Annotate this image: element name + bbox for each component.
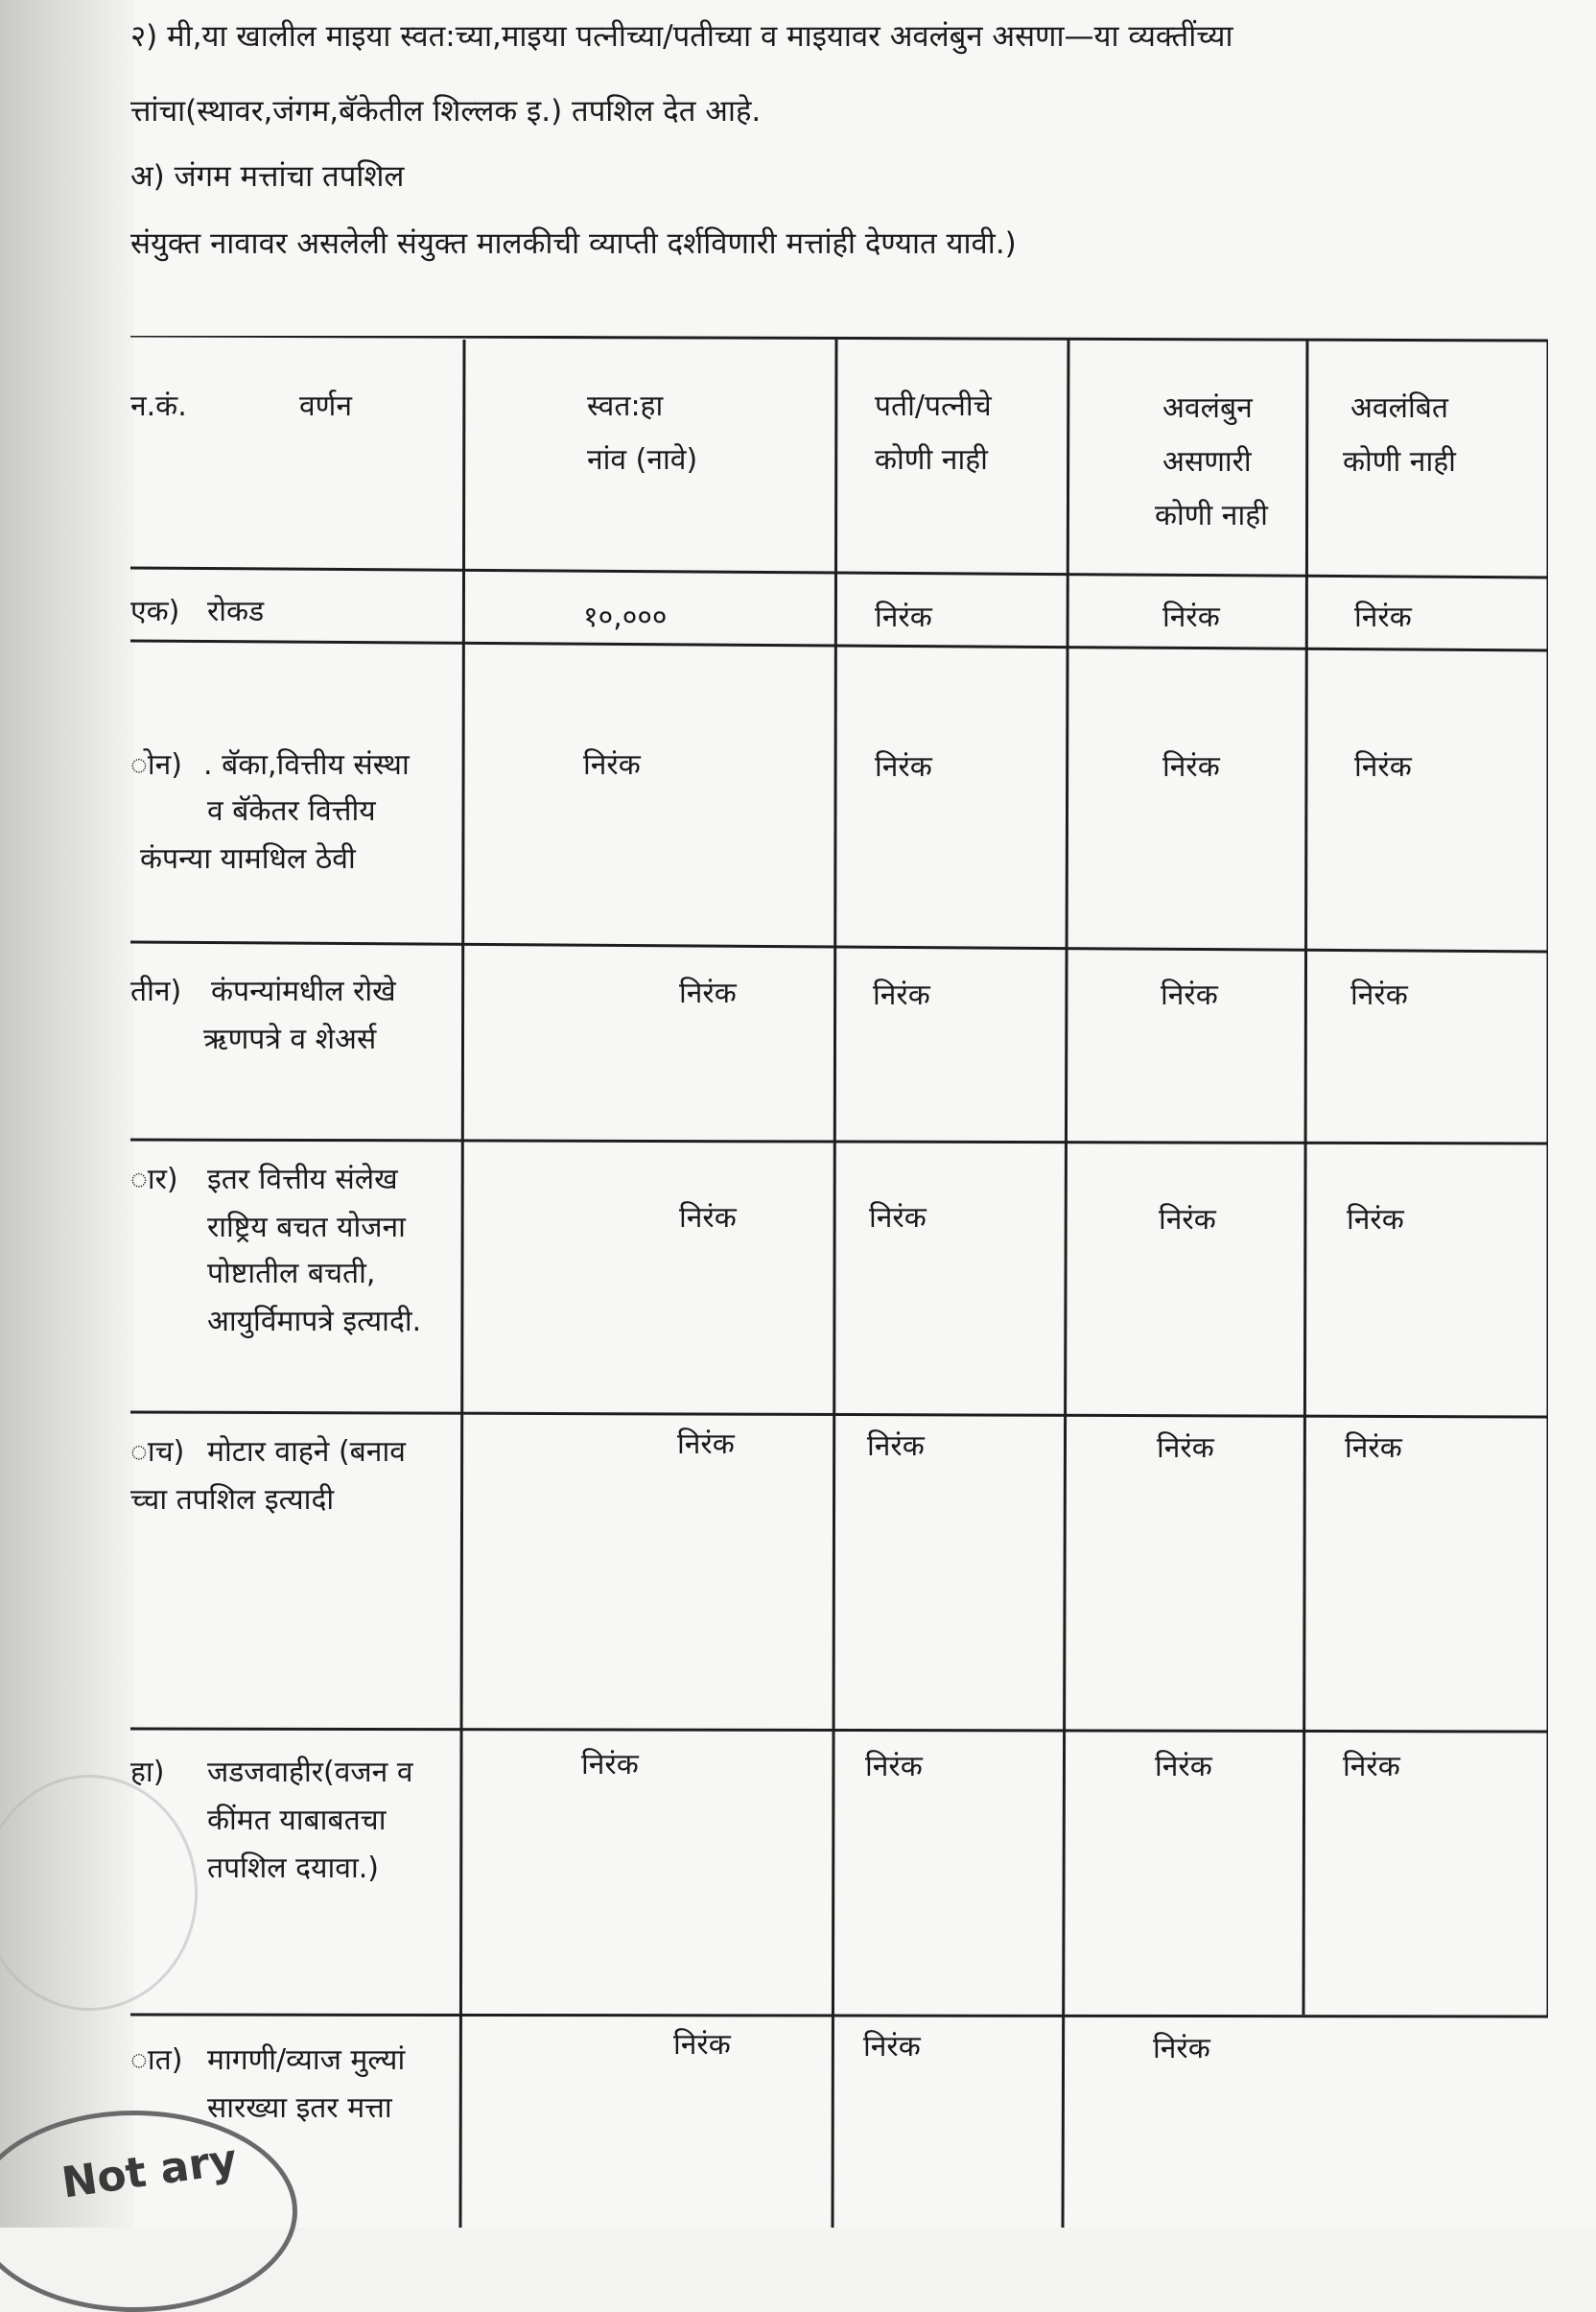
row-5-spouse: निरंक — [867, 1429, 925, 1463]
row-6-self: निरंक — [581, 1748, 639, 1781]
row-7-spouse: निरंक — [863, 2030, 921, 2064]
header-dependent-line2: असणारी — [1162, 445, 1252, 479]
row-4-description-4: आयुर्विमापत्रे इत्यादी. — [207, 1305, 422, 1338]
movable-assets-table — [130, 336, 1548, 2228]
row-2-self: निरंक — [583, 748, 641, 782]
row-4-description-1: इतर वित्तीय संलेख — [207, 1163, 398, 1196]
row-5-description-2: च्चा तपशिल इत्यादी — [130, 1483, 335, 1517]
intro-line-1: २) मी,या खालील माइया स्वत:च्या,माइया पत्नीच्या/पतीच्या व माइयावर अवलंबुन असणा—या व्यक्तींच्या — [130, 19, 1233, 54]
row-5-dependent: निरंक — [1157, 1431, 1214, 1465]
row-5-serial: ाच) — [130, 1435, 185, 1469]
row-2-description-3: कंपन्या यामधिल ठेवी — [140, 842, 356, 876]
row-4-self: निरंक — [679, 1201, 737, 1235]
row-3-description-1: कंपन्यांमधील रोखे — [211, 975, 396, 1008]
header-description: वर्णन — [299, 389, 353, 423]
row-4-dependent: निरंक — [1159, 1203, 1216, 1237]
row-5-self: निरंक — [677, 1427, 735, 1461]
row-6-description-3: तपशिल दयावा.) — [207, 1852, 379, 1885]
row-4-serial: ार) — [130, 1163, 178, 1196]
row-1-description: रोकड — [207, 595, 265, 628]
row-4-description-2: राष्ट्रिय बचत योजना — [207, 1211, 406, 1244]
header-dependent2-line1: अवलंबित — [1350, 391, 1448, 425]
header-dependent2-line2: कोणी नाही — [1343, 445, 1456, 479]
row-1-dependent2: निरंक — [1354, 601, 1412, 634]
header-serial: न.कं. — [130, 389, 187, 423]
row-4-description-3: पोष्टातील बचती, — [207, 1257, 376, 1290]
row-2-dependent2: निरंक — [1354, 750, 1412, 784]
intro-line-2: त्तांचा(स्थावर,जंगम,बॅकेतील शिल्लक इ.) तपशिल देत आहे. — [130, 94, 762, 129]
row-7-description-2: सारख्या इतर मत्ता — [207, 2091, 392, 2125]
row-1-spouse: निरंक — [875, 601, 932, 634]
row-4-dependent2: निरंक — [1347, 1203, 1404, 1237]
row-2-description-1: . बॅका,वित्तीय संस्था — [203, 748, 410, 782]
row-6-serial: हा) — [130, 1756, 165, 1789]
row-2-description-2: व बॅकेतर वित्तीय — [207, 794, 376, 828]
section-heading: अ) जंगम मत्तांचा तपशिल — [130, 159, 405, 194]
row-6-description-1: जडजवाहीर(वजन व — [207, 1756, 413, 1789]
intro-line-4: संयुक्त नावावर असलेली संयुक्त मालकीची व्याप्ती दर्शविणारी मत्तांही देण्यात यावी.) — [130, 226, 1017, 261]
row-7-dependent: निरंक — [1153, 2032, 1210, 2065]
row-6-description-2: कींमत याबाबतचा — [207, 1804, 387, 1837]
row-3-spouse: निरंक — [873, 979, 930, 1012]
row-3-serial: तीन) — [130, 975, 182, 1008]
row-1-dependent: निरंक — [1162, 601, 1220, 634]
row-6-dependent: निरंक — [1155, 1750, 1212, 1783]
row-5-description-1: मोटार वाहने (बनाव — [207, 1435, 406, 1469]
row-3-dependent2: निरंक — [1350, 979, 1408, 1012]
row-1-serial: एक) — [130, 595, 180, 628]
row-2-dependent: निरंक — [1162, 750, 1220, 784]
row-5-dependent2: निरंक — [1345, 1431, 1402, 1465]
notary-stamp-text: Not ary — [59, 2135, 241, 2208]
header-dependent-line3: कोणी नाही — [1155, 499, 1268, 532]
row-3-dependent: निरंक — [1161, 979, 1218, 1012]
row-7-serial: ात) — [130, 2043, 183, 2077]
header-spouse-line2: कोणी नाही — [875, 443, 988, 477]
header-spouse-line1: पती/पत्नीचे — [875, 389, 992, 423]
row-7-description-1: मागणी/व्याज मुल्यां — [207, 2043, 406, 2077]
row-4-spouse: निरंक — [869, 1201, 927, 1235]
row-6-dependent2: निरंक — [1343, 1750, 1400, 1783]
header-self-line1: स्वत:हा — [587, 389, 664, 423]
row-6-spouse: निरंक — [865, 1750, 923, 1783]
row-3-description-2: ऋणपत्रे व शेअर्स — [203, 1023, 377, 1056]
header-dependent-line1: अवलंबुन — [1162, 391, 1253, 425]
header-self-line2: नांव (नावे) — [587, 443, 698, 477]
row-2-spouse: निरंक — [875, 750, 932, 784]
row-7-self: निरंक — [673, 2028, 731, 2062]
row-2-serial: ोन) — [130, 748, 182, 782]
row-1-self: १०,००० — [583, 601, 668, 634]
row-3-self: निरंक — [679, 977, 737, 1010]
